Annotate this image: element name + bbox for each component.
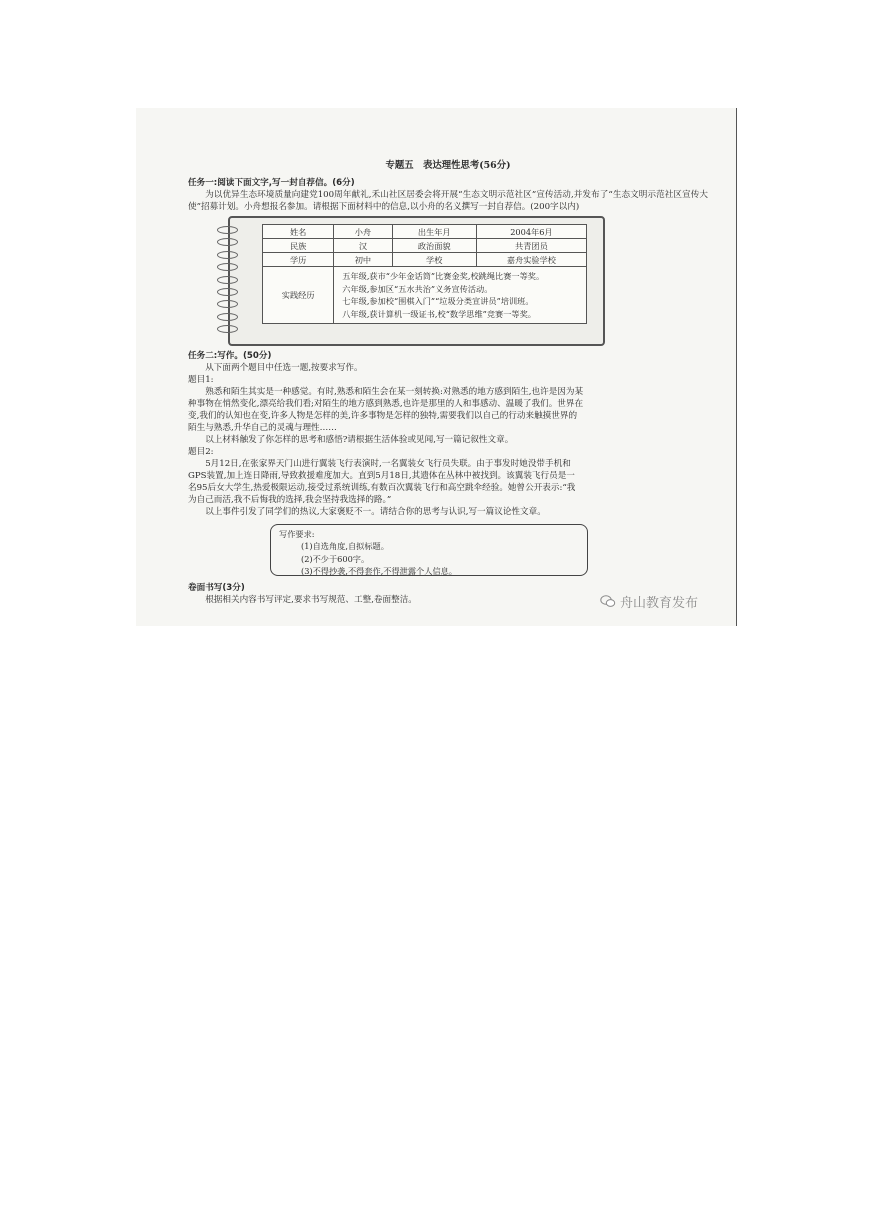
ring-icon [217, 325, 239, 334]
topic1-prompt: 以上材料触发了你怎样的思考和感悟?请根据生活体验或见闻,写一篇记叙性文章。 [205, 435, 514, 445]
experience-line: 六年级,参加区“五水共治”义务宣传活动。 [342, 283, 493, 294]
table-row [263, 267, 587, 324]
experience-line: 八年级,获计算机一级证书,校“数学思维”竞赛一等奖。 [342, 308, 536, 319]
table-cell: 政治面貌 [392, 239, 476, 253]
topic2-line: 5月12日,在张家界天门山进行翼装飞行表演时,一名翼装女飞行员失联。由于事发时她没带手机和 [205, 459, 571, 469]
exam-sheet [188, 160, 708, 606]
topic1-line: 种事物在悄然变化,漂亮给我们看;对陌生的地方感到熟悉,也许是那里的人和事感动、温暖了我们。世界在 [188, 399, 584, 409]
topic1-line: 变,我们的认知也在变,许多人物是怎样的美,许多事物是怎样的独特,需要我们以自己的行动来触摸世界的 [188, 411, 578, 421]
topic1-label: 题目1: [188, 375, 214, 385]
ring-icon [217, 251, 239, 260]
topic2-prompt: 以上事件引发了同学们的热议,大家褒贬不一。请结合你的思考与认识,写一篇议论性文章。 [205, 507, 546, 517]
topic1-line: 陌生与熟悉,升华自己的灵魂与理性…… [188, 423, 337, 433]
ring-icon [217, 288, 239, 297]
ring-icon [217, 226, 239, 235]
info-table [262, 224, 587, 324]
table-cell: 姓名 [263, 225, 334, 239]
table-cell: 初中 [334, 253, 392, 267]
experience-cell [334, 267, 587, 324]
topic2-line: 名95后女大学生,热爱极限运动,接受过系统训练,有数百次翼装飞行和高空跳伞经验。她曾公开表示:“我 [188, 483, 576, 493]
table-cell: 学校 [392, 253, 476, 267]
task2-intro: 从下面两个题目中任选一题,按要求写作。 [205, 363, 363, 373]
page-edge-line [736, 108, 737, 626]
table-row [263, 239, 587, 253]
table-cell: 出生年月 [392, 225, 476, 239]
ring-icon [217, 313, 239, 322]
task2-heading: 任务二:写作。(50分) [188, 351, 272, 361]
ring-icon [217, 276, 239, 285]
requirement-item: (1)自选角度,自拟标题。 [301, 541, 389, 552]
watermark-text: 舟山教育发布 [620, 596, 699, 611]
binder-rings [217, 226, 239, 338]
requirement-item: (3)不得抄袭,不得套作,不得泄露个人信息。 [301, 566, 457, 577]
handwriting-text: 根据相关内容书写评定,要求书写规范、工整,卷面整洁。 [205, 595, 417, 605]
topic2-line: GPS装置,加上连日降雨,导致救援难度加大。直到5月18日,其遗体在丛林中被找到。该翼装飞行员是一 [188, 471, 575, 481]
table-cell: 汉 [334, 239, 392, 253]
ring-icon [217, 263, 239, 272]
task1-heading: 任务一:阅读下面文字,写一封自荐信。(6分) [188, 178, 355, 188]
table-cell: 嘉舟实验学校 [476, 253, 586, 267]
watermark [600, 592, 698, 611]
topic2-label: 题目2: [188, 447, 214, 457]
table-cell: 学历 [263, 253, 334, 267]
experience-line: 五年级,获市“少年金话筒”比赛金奖,校跳绳比赛一等奖。 [342, 271, 545, 281]
table-cell: 小舟 [334, 225, 392, 239]
table-cell: 民族 [263, 239, 334, 253]
topic2-line: 为自己而活,我不后悔我的选择,我会坚持我选择的路。” [188, 495, 392, 505]
requirement-item: (2)不少于600字。 [301, 553, 370, 564]
info-card [228, 216, 605, 346]
table-cell: 共青团员 [476, 239, 586, 253]
ring-icon [217, 300, 239, 309]
page-title: 专题五 表达理性思考(56分) [385, 160, 511, 171]
ring-icon [217, 238, 239, 247]
table-row [263, 253, 587, 267]
table-cell: 实践经历 [263, 267, 334, 324]
task1-paragraph: 为以优异生态环境质量向建党100周年献礼,禾山社区居委会将开展“生态文明示范社区”宣传活动,并发布了“生态文明示范社区宣传大使”招募计划。小舟想报名参加。请根据下面材料中的信息,以小舟的名义撰写一封自荐信。(200字以内) [188, 190, 708, 212]
table-row [263, 225, 587, 239]
topic1-line: 熟悉和陌生其实是一种感觉。有时,熟悉和陌生会在某一刻转换:对熟悉的地方感到陌生,也许是因为某 [205, 387, 584, 397]
experience-line: 七年级,参加校“围棋入门”“垃圾分类宣讲员”培训班。 [342, 296, 534, 307]
wechat-icon [600, 595, 616, 608]
handwriting-heading: 卷面书写(3分) [188, 583, 245, 593]
table-cell: 2004年6月 [476, 225, 586, 239]
requirements-title: 写作要求: [279, 529, 315, 539]
requirements-box [270, 524, 588, 576]
